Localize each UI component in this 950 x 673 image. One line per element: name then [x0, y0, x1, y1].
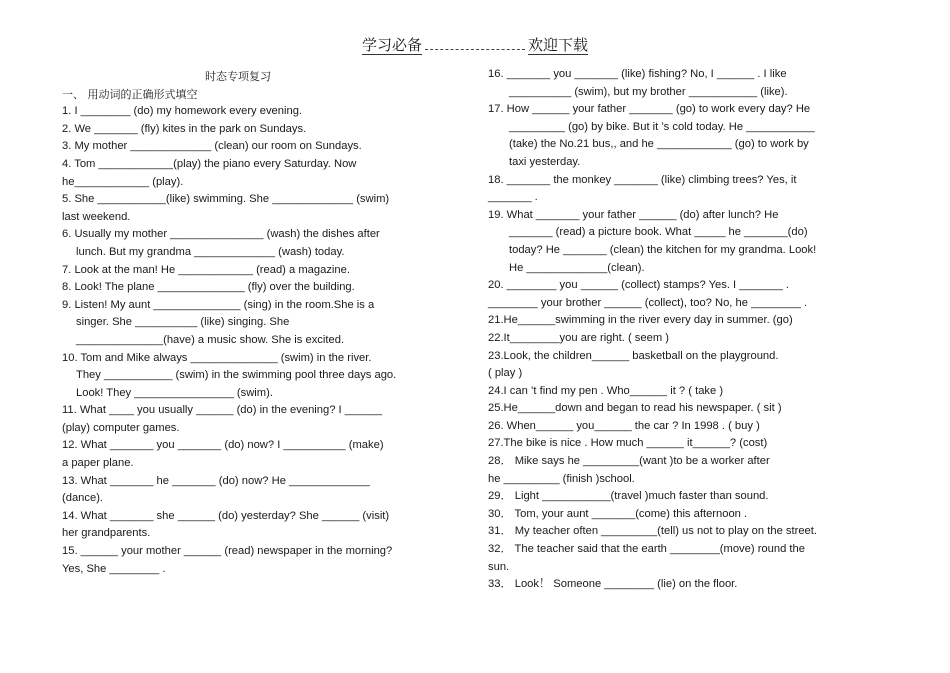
- exercise-line: _________ (go) by bike. But it ’s cold today. He ___________: [509, 120, 815, 133]
- exercise-line: 20. ________ you ______ (collect) stamps? Yes. I _______ .: [488, 279, 790, 292]
- exercise-line: 15. ______ your mother ______ (read) newspaper in the morning?: [62, 545, 393, 558]
- exercise-line: 13. What _______ he _______ (do) now? He _____________: [62, 474, 370, 487]
- header-right-text: 欢迎下载: [528, 36, 589, 54]
- exercise-line: (dance).: [62, 492, 104, 505]
- left-column: [62, 68, 434, 578]
- exercise-line: he _________ (finish )school.: [488, 472, 635, 485]
- exercise-line: taxi yesterday.: [509, 155, 581, 168]
- exercise-line: ______________(have) a music show. She is excited.: [76, 333, 345, 346]
- exercise-line: 26. When______ you______ the car ? In 1998 . ( buy ): [488, 419, 760, 432]
- exercise-line: lunch. But my grandma _____________ (wash) today.: [76, 245, 345, 258]
- exercise-line: 21.He______swimming in the river every day in summer. (go): [488, 314, 793, 327]
- exercise-line: 1. I ________ (do) my homework every evening.: [62, 105, 303, 118]
- exercise-line: 29． Light ___________(travel )much faster than sound.: [488, 490, 769, 503]
- exercise-line: 30． Tom, your aunt _______(come) this afternoon .: [488, 507, 748, 520]
- exercise-line: (take) the No.21 bus,, and he ____________ (go) to work by: [509, 138, 809, 151]
- exercise-line: a paper plane.: [62, 457, 134, 470]
- exercise-line: ( play ): [488, 367, 523, 380]
- page-header: [0, 34, 950, 55]
- exercise-line: 11. What ____ you usually ______ (do) in the evening? I ______: [62, 404, 383, 417]
- exercise-line: he____________ (play).: [62, 175, 184, 188]
- right-column: [488, 66, 898, 594]
- exercise-line: 22.It________you are right. ( seem ): [488, 331, 669, 344]
- exercise-line: They ___________ (swim) in the swimming pool three days ago.: [76, 369, 397, 382]
- exercise-line: 4. Tom ____________(play) the piano every Saturday. Now: [62, 157, 357, 170]
- exercise-line: 24.I can ’t find my pen . Who______ it ? ( take ): [488, 384, 724, 397]
- exercise-line: He _____________(clean).: [509, 261, 645, 274]
- exercise-line: 6. Usually my mother _______________ (wash) the dishes after: [62, 228, 380, 241]
- exercise-line: singer. She __________ (like) singing. She: [76, 316, 290, 329]
- exercise-line: __________ (swim), but my brother ___________ (like).: [509, 85, 788, 98]
- exercise-line: 27.The bike is nice . How much ______ it______? (cost): [488, 437, 768, 450]
- section-heading: 一、 用动词的正确形式填空: [62, 87, 198, 101]
- exercise-line: _______ (read) a picture book. What _____ he _______(do): [509, 226, 808, 239]
- exercise-line: 32． The teacher said that the earth ________(move) round the: [488, 543, 805, 556]
- exercise-line: ________ your brother ______ (collect), too? No, he ________ .: [488, 296, 808, 309]
- exercise-line: Look! They ________________ (swim).: [76, 386, 273, 399]
- exercise-line: 12. What _______ you _______ (do) now? I __________ (make): [62, 439, 384, 452]
- exercise-line: 25.He______down and began to read his newspaper. ( sit ): [488, 402, 782, 415]
- exercise-line: today? He _______ (clean) the kitchen for my grandma. Look!: [509, 243, 817, 256]
- exercise-line: 33． Look！ Someone ________ (lie) on the floor.: [488, 578, 738, 591]
- exercise-line: 5. She ___________(like) swimming. She _____________ (swim): [62, 193, 390, 206]
- exercise-line: (play) computer games.: [62, 421, 180, 434]
- exercise-line: 3. My mother _____________ (clean) our room on Sundays.: [62, 140, 362, 153]
- worksheet-title: 时态专项复习: [205, 70, 271, 83]
- exercise-line: 14. What _______ she ______ (do) yesterday? She ______ (visit): [62, 509, 390, 522]
- exercise-line: 7. Look at the man! He ____________ (read) a magazine.: [62, 263, 350, 276]
- header-left-text: 学习必备: [361, 36, 422, 54]
- exercise-line: 18. _______ the monkey _______ (like) climbing trees? Yes, it: [488, 173, 797, 186]
- exercise-line: _______ .: [488, 191, 538, 204]
- exercise-line: 17. How ______ your father _______ (go) to work every day? He: [488, 103, 811, 116]
- exercise-line: 16. _______ you _______ (like) fishing? No, I ______ . I like: [488, 68, 787, 80]
- exercise-line: last weekend.: [62, 210, 131, 223]
- header-dashed-gap: [425, 35, 525, 50]
- exercise-line: 28． Mike says he _________(want )to be a worker after: [488, 455, 770, 468]
- exercise-line: 2. We _______ (fly) kites in the park on Sundays.: [62, 122, 307, 135]
- exercise-line: her grandparents.: [62, 527, 151, 540]
- exercise-line: sun.: [488, 560, 510, 573]
- exercise-line: 19. What _______ your father ______ (do) after lunch? He: [488, 208, 779, 221]
- exercise-line: Yes, She ________ .: [62, 562, 166, 575]
- exercise-line: 31． My teacher often _________(tell) us not to play on the street.: [488, 525, 817, 538]
- exercise-line: 23.Look, the children______ basketball on the playground.: [488, 349, 779, 362]
- exercise-line: 8. Look! The plane ______________ (fly) over the building.: [62, 281, 355, 294]
- exercise-line: 10. Tom and Mike always ______________ (swim) in the river.: [62, 351, 372, 364]
- exercise-line: 9. Listen! My aunt ______________ (sing) in the room.She is a: [62, 298, 375, 311]
